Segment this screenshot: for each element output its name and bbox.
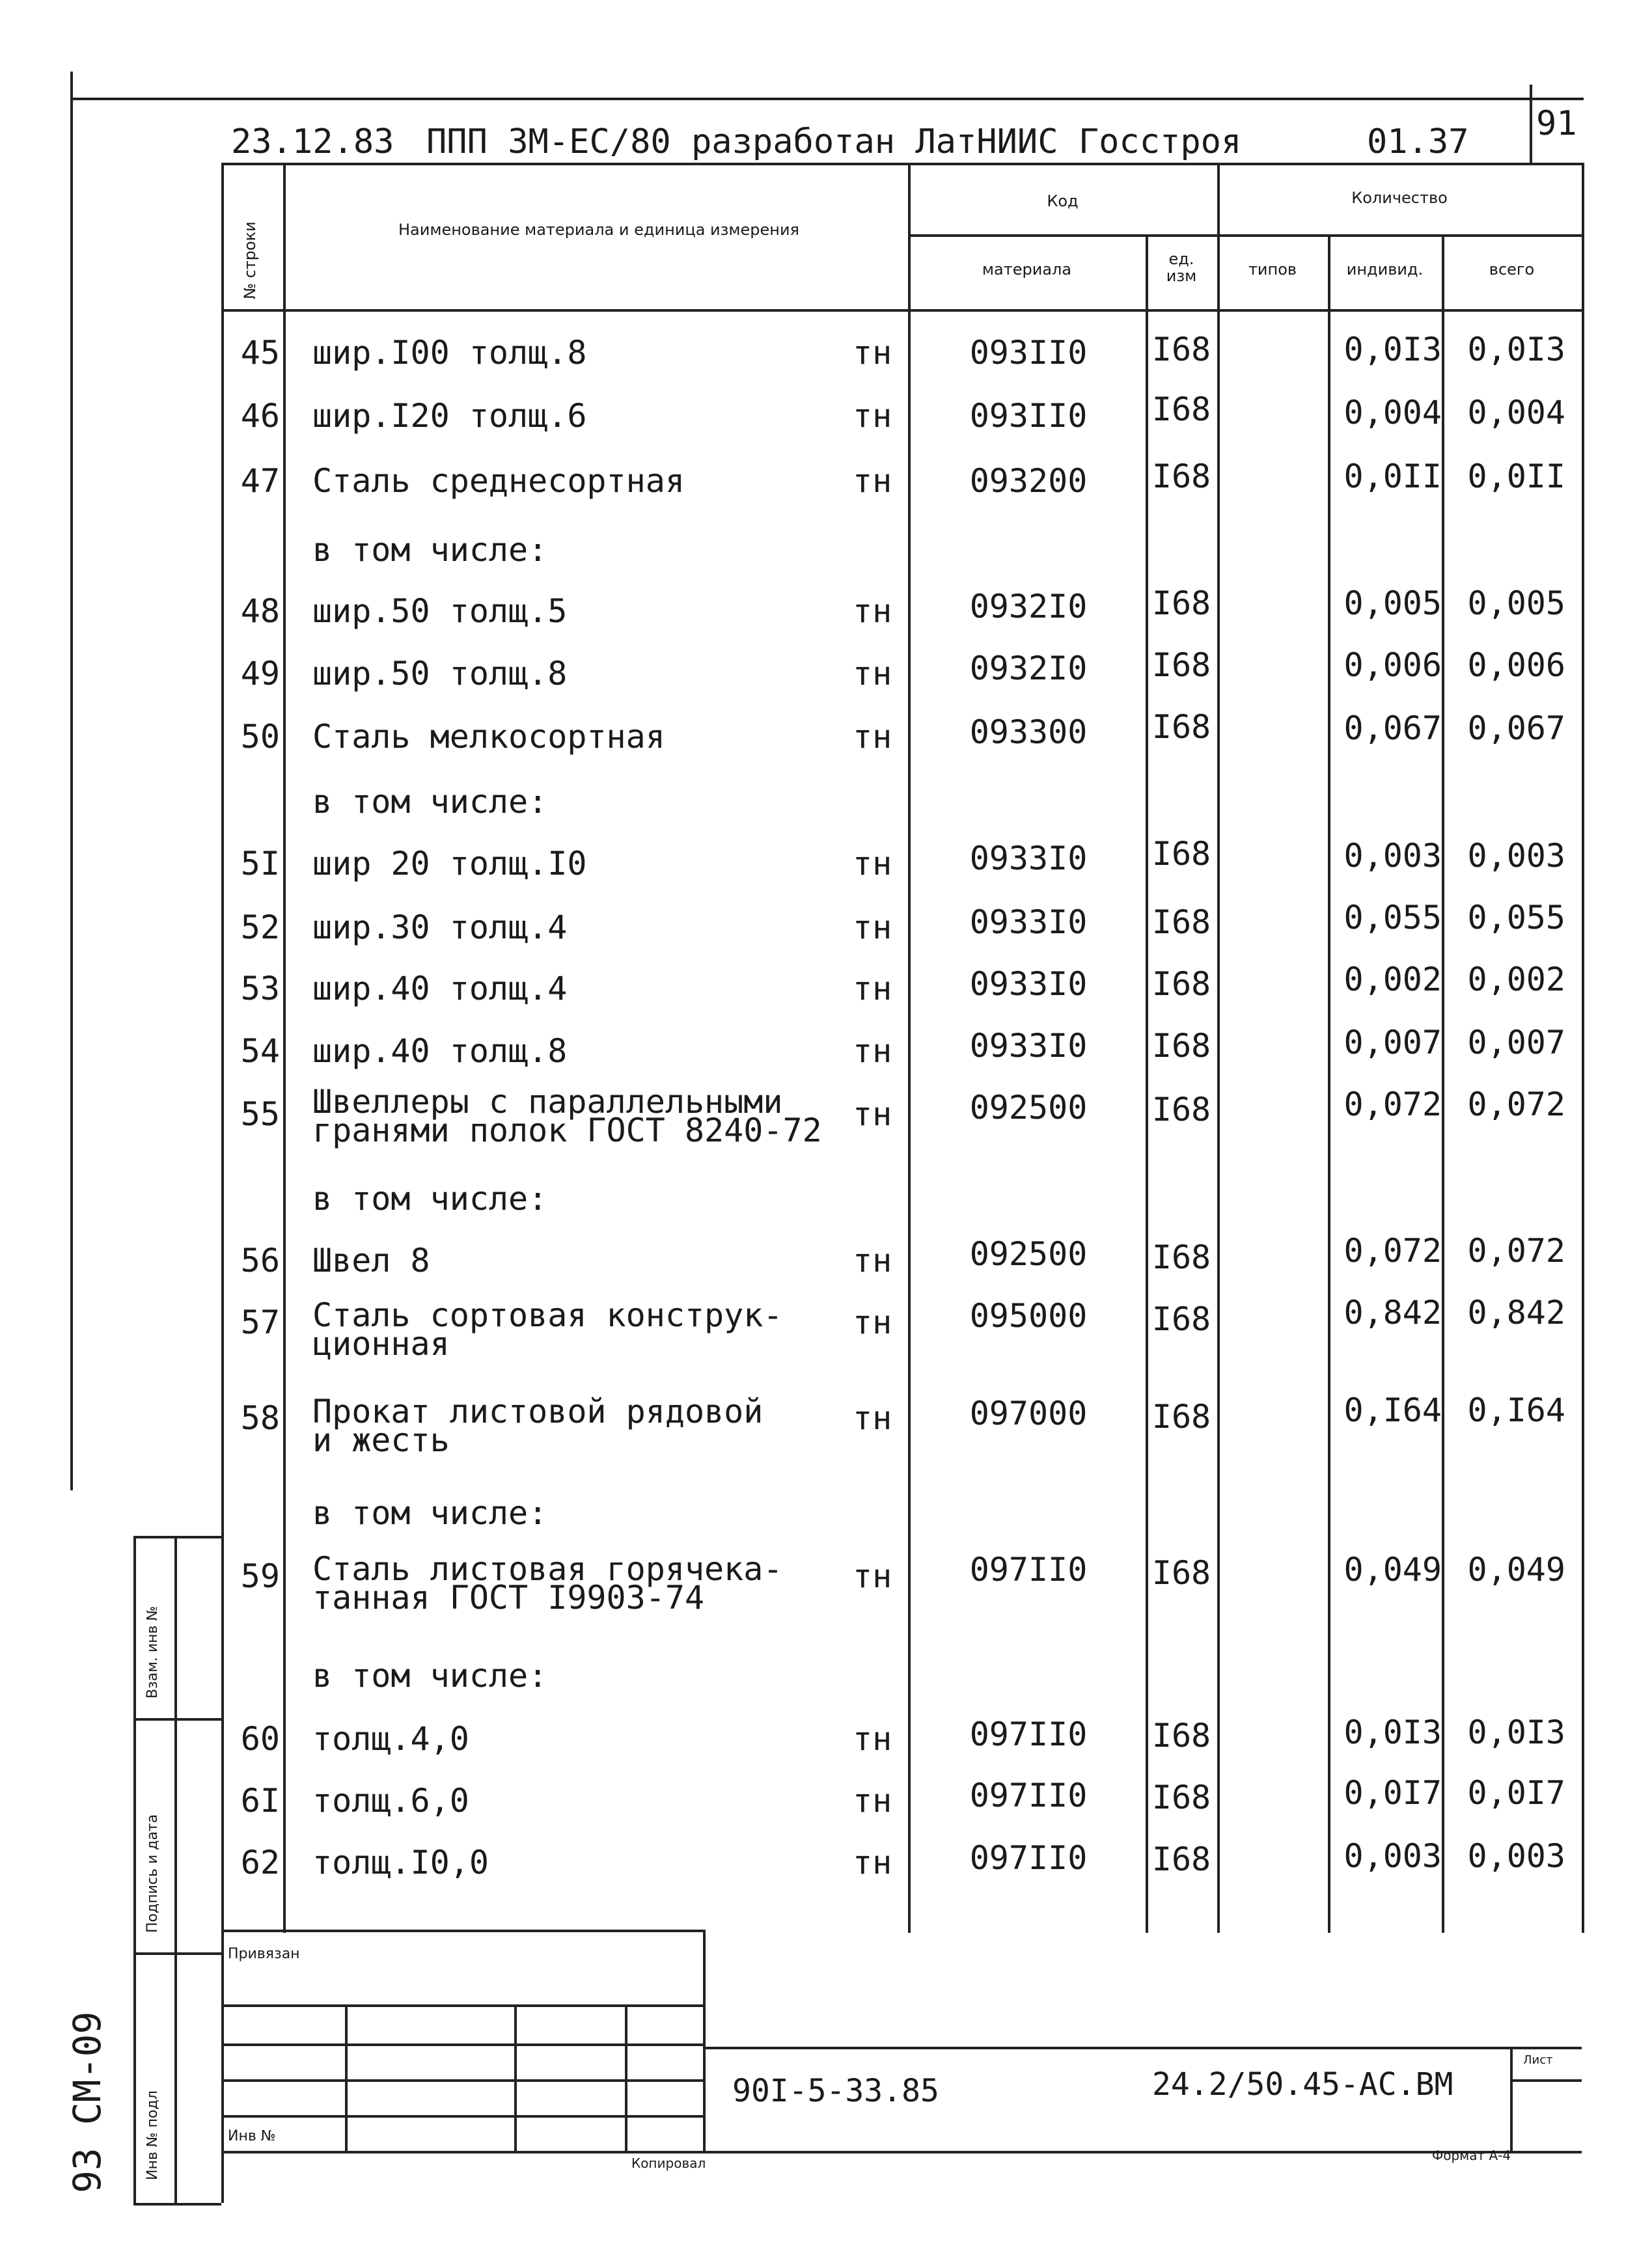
- col-code-unit-header: ед. изм: [1166, 250, 1197, 285]
- inv-no-label: Инв №: [228, 2128, 276, 2144]
- format-label: Формат А-4: [1432, 2148, 1511, 2163]
- col-type-header: типов: [1248, 260, 1297, 279]
- col-code-material-header: материала: [982, 260, 1072, 279]
- project-code: 24.2/50.45-АС.ВМ: [1152, 2066, 1453, 2103]
- col-quantity-header: Количество: [1351, 189, 1448, 207]
- col-indiv-header: индивид.: [1346, 260, 1424, 279]
- doc-code: 90I-5-33.85: [732, 2073, 939, 2109]
- corner-box-line: [1530, 85, 1532, 163]
- col-name-header: Наименование материала и единица измерения: [398, 221, 799, 239]
- list-label: Лист: [1523, 2053, 1553, 2067]
- col-total-header: всего: [1489, 260, 1535, 279]
- col-code-header: Код: [1047, 192, 1079, 210]
- privyazan-label: Привязан: [228, 1946, 300, 1962]
- side-vzam-label: Взам. инв №: [145, 1605, 161, 1699]
- top-margin-line: [70, 98, 1584, 100]
- side-inv-label: Инв № подл: [145, 2090, 161, 2180]
- side-podpis-label: Подпись и дата: [145, 1814, 161, 1933]
- left-margin-line: [70, 72, 73, 1490]
- header-date: 23.12.83: [231, 122, 394, 161]
- header-sheet-code: 01.37: [1367, 122, 1469, 161]
- header-page-corner: 91: [1536, 104, 1577, 143]
- header-text: ППП ЗМ-ЕС/80 разработан ЛатНИИС Госстроя: [426, 122, 1242, 161]
- kopiroval-label: Копировал: [631, 2155, 706, 2171]
- col-row-no-header: № строки: [241, 221, 259, 299]
- side-mark: 93 СМ-09: [65, 2011, 109, 2193]
